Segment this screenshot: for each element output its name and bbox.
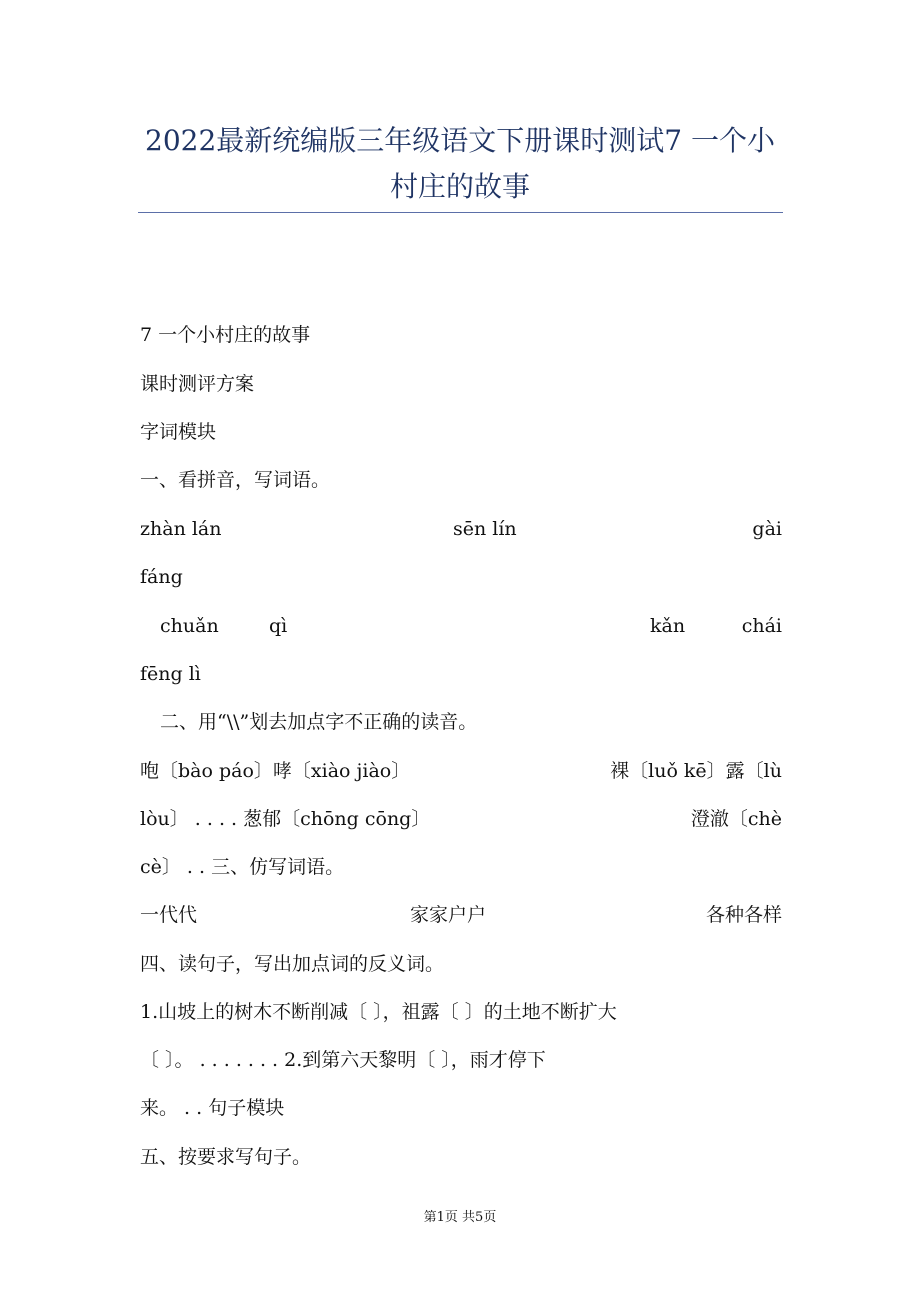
pinyin-item: qì (269, 615, 288, 637)
pinyin-row-1 (140, 514, 782, 544)
pinyin-item: chuǎn (160, 615, 219, 637)
word-pattern-item: 各种各样 (705, 904, 782, 926)
question-1-heading: 一、看拼音，写词语。 (140, 469, 331, 491)
sentence-row-1: 1.山坡上的树木不断削减〔 〕，祖露〔 〕的土地不断扩大 (140, 1001, 617, 1023)
reading-item: 澄澈〔chè (690, 808, 782, 830)
sentence-row-3: 来。 . . 句子模块 (140, 1097, 285, 1119)
word-pattern-item: 一代代 (140, 904, 198, 926)
question-5-heading: 五、按要求写句子。 (140, 1146, 312, 1168)
reading-row-1 (140, 756, 782, 786)
lesson-heading: 7 一个小村庄的故事 (140, 324, 311, 346)
reading-row-3: cè〕 . . 三、仿写词语。 (140, 856, 345, 878)
page-number: 第1页 共5页 (423, 1210, 497, 1225)
section-heading: 课时测评方案 (140, 373, 255, 395)
word-pattern-row (140, 900, 782, 930)
title-divider (138, 212, 783, 213)
pinyin-item: zhàn lán (140, 518, 222, 540)
reading-row-2 (140, 804, 782, 834)
pinyin-row-2: fáng (140, 566, 183, 588)
document-title (120, 118, 800, 210)
question-2-heading: 二、用“\\”划去加点字不正确的读音。 (160, 711, 478, 733)
pinyin-item: chái (741, 615, 782, 637)
sentence-row-2: 〔 〕。 . . . . . . . 2.到第六天黎明〔 〕，雨才停下 (140, 1049, 546, 1071)
pinyin-item: gài (752, 518, 782, 540)
pinyin-row-3 (140, 611, 782, 641)
reading-item: lòu〕 . . . . 葱郁〔chōng cōng〕 (140, 808, 431, 830)
title-line-2: 村庄的故事 (389, 170, 530, 203)
title-line-1: 2022最新统编版三年级语文下册课时测试7 一个小 (145, 124, 775, 157)
pinyin-item: kǎn (650, 615, 686, 637)
pinyin-row-4: fēng lì (140, 663, 201, 685)
reading-item: 裸〔luǒ kē〕露〔lù (610, 760, 782, 782)
module-heading: 字词模块 (140, 421, 217, 443)
word-pattern-item: 家家户户 (410, 904, 487, 926)
question-4-heading: 四、读句子，写出加点词的反义词。 (140, 953, 445, 975)
reading-item: 咆〔bào páo〕哮〔xiào jiào〕 (140, 760, 411, 782)
pinyin-item: sēn lín (453, 518, 517, 540)
